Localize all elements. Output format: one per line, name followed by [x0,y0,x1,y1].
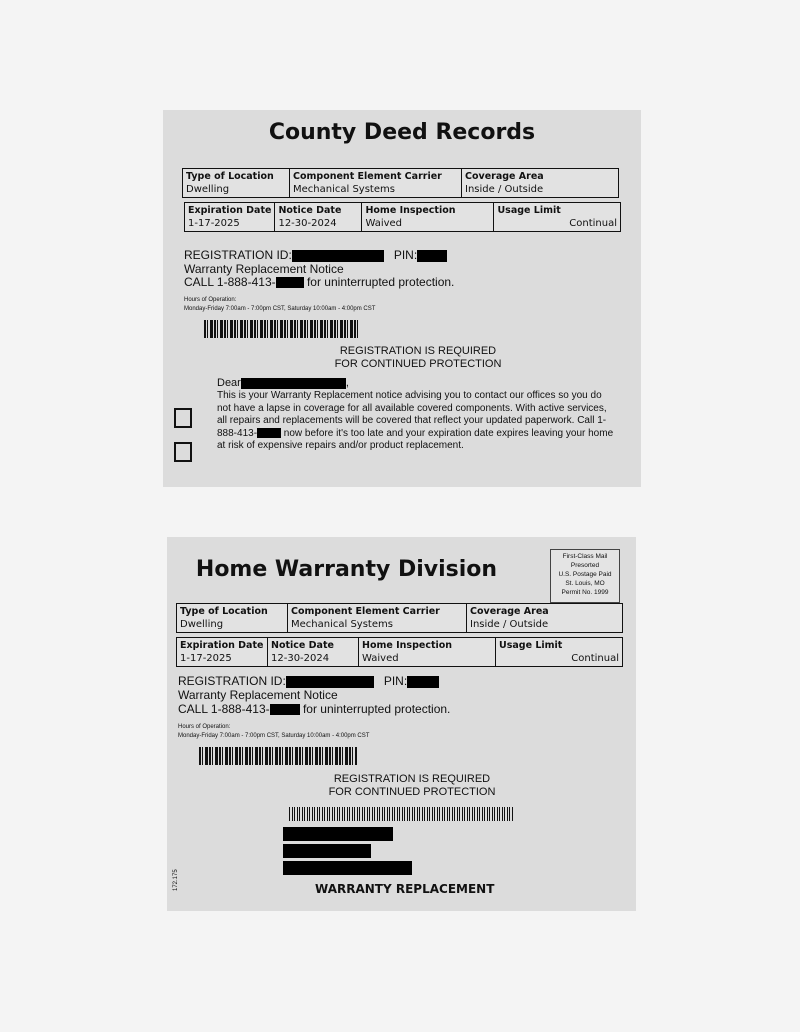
address-redaction [283,827,393,841]
side-code: 172.175 [173,869,179,891]
notice-line: Warranty Replacement Notice [178,688,338,702]
hours-text: Monday-Friday 7:00am - 7:00pm CST, Saturday 10:00am - 4:00pm CST [184,306,376,312]
hours-text: Monday-Friday 7:00am - 7:00pm CST, Saturday 10:00am - 4:00pm CST [178,733,370,739]
registration-required: REGISTRATION IS REQUIRED FOR CONTINUED PROTECTION [328,773,496,798]
redaction [276,277,304,288]
barcode [199,747,357,765]
info-table-row1 [176,603,623,633]
notice-date-cell: Notice Date 12-30-2024 [268,638,359,667]
intelligent-mail-barcode [289,807,514,821]
coverage-cell: Coverage Area Inside / Outside [467,604,623,633]
redaction [241,378,346,389]
inspection-cell: Home Inspection Waived [362,203,494,232]
home-warranty-division-card [167,537,636,911]
card-title: Home Warranty Division [195,557,498,582]
expiration-cell: Expiration Date 1-17-2025 [177,638,268,667]
redaction [417,250,447,262]
house-icon [174,442,192,462]
dear-line: Dear , [217,377,349,389]
type-of-location-cell: Type of Location Dwelling [183,169,290,198]
notice-line: Warranty Replacement Notice [184,262,344,276]
call-line: CALL 1-888-413- for uninterrupted protection. [184,275,455,289]
address-redaction [283,861,412,875]
registration-line: REGISTRATION ID: PIN: [184,248,447,262]
body-text: This is your Warranty Replacement notice advising you to contact our offices so you do not have a lapse in coverage for all available covered components. With active services, all repairs and replacements will be covered that reflect your updated paperwork. Call 1-888-413- now before it's too late and your expiration date expires leaving your home at risk of expensive repairs and/or product replacement. [217,390,614,451]
info-table-row2 [184,202,621,232]
redaction [270,704,300,715]
barcode [204,320,360,338]
usage-cell: Usage Limit Continual [496,638,623,667]
inspection-cell: Home Inspection Waived [359,638,496,667]
redaction [407,676,439,688]
equal-housing-icon [174,408,192,428]
info-table-row1 [182,168,619,198]
component-cell: Component Element Carrier Mechanical Systems [290,169,462,198]
hours-label: Hours of Operation: [178,724,231,730]
coverage-cell: Coverage Area Inside / Outside [462,169,619,198]
type-of-location-cell: Type of Location Dwelling [177,604,288,633]
address-redaction [283,844,371,858]
hours-label: Hours of Operation: [184,297,237,303]
redaction [257,428,281,438]
expiration-cell: Expiration Date 1-17-2025 [185,203,275,232]
call-line: CALL 1-888-413- for uninterrupted protection. [178,702,451,716]
usage-cell: Usage Limit Continual [494,203,621,232]
footer-title: WARRANTY REPLACEMENT [315,882,495,896]
info-table-row2 [176,637,623,667]
component-cell: Component Element Carrier Mechanical Systems [288,604,467,633]
registration-line: REGISTRATION ID: PIN: [178,674,439,688]
redaction [292,250,384,262]
notice-date-cell: Notice Date 12-30-2024 [275,203,362,232]
county-deed-records-card [163,110,641,487]
postage-indicia: First-Class Mail Presorted U.S. Postage Paid St. Louis, MO Permit No. 1999 [550,549,620,603]
registration-required: REGISTRATION IS REQUIRED FOR CONTINUED PROTECTION [334,345,502,370]
card-title: County Deed Records [268,120,536,145]
redaction [286,676,374,688]
